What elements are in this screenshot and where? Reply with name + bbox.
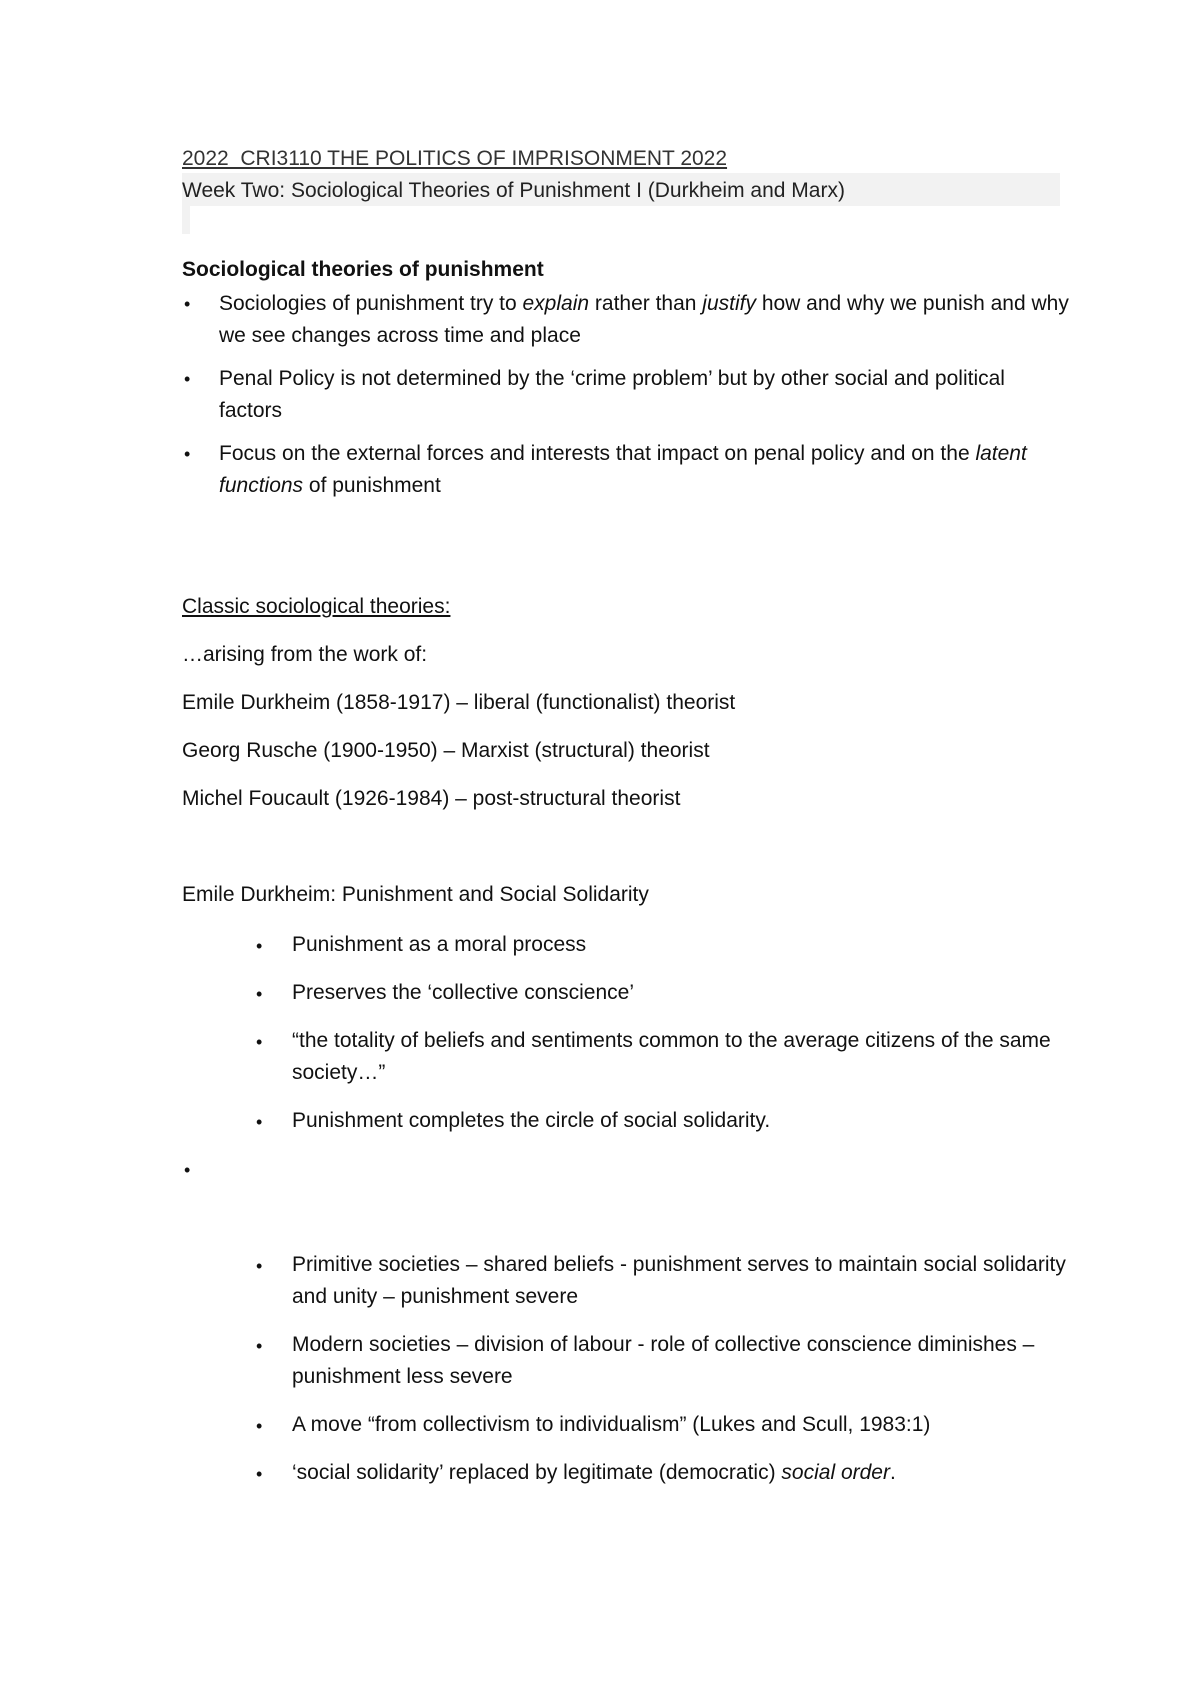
bullet-icon: • (256, 1112, 263, 1132)
theorist-rusche: Georg Rusche (1900-1950) – Marxist (structural) theorist (182, 739, 710, 762)
bullet-icon: • (256, 1032, 263, 1052)
list-item-text: Focus on the external forces and interests that impact on penal policy and on the latent functions of punishment (219, 442, 1027, 497)
course-title: 2022_CRI3110 THE POLITICS OF IMPRISONMENT 2022 (182, 147, 728, 170)
theorist-foucault: Michel Foucault (1926-1984) – post-structural theorist (182, 787, 681, 810)
bullet-icon: • (256, 1256, 263, 1276)
bullet-icon: • (184, 294, 191, 314)
bullet-icon: • (184, 1160, 191, 1180)
classic-theories-heading: Classic sociological theories: (182, 595, 451, 618)
list-item-text: Modern societies – division of labour - role of collective conscience diminishes – punishment less severe (292, 1333, 1035, 1388)
list-item-text: Penal Policy is not determined by the ‘crime problem’ but by other social and political factors (219, 367, 1005, 422)
bullet-icon: • (256, 984, 263, 1004)
bullet-icon: • (184, 369, 191, 389)
bullet-icon: • (256, 1336, 263, 1356)
durkheim-heading: Emile Durkheim: Punishment and Social Solidarity (182, 883, 649, 906)
bullet-icon: • (256, 936, 263, 956)
week-title-highlight-tail (182, 206, 190, 234)
list-item-text: Sociologies of punishment try to explain rather than justify how and why we punish and why we see changes across time and place (219, 292, 1069, 347)
list-item-text: “the totality of beliefs and sentiments common to the average citizens of the same society…” (292, 1029, 1051, 1084)
bullet-icon: • (256, 1416, 263, 1436)
list-item-text: Preserves the ‘collective conscience’ (292, 981, 634, 1004)
theorist-durkheim: Emile Durkheim (1858-1917) – liberal (functionalist) theorist (182, 691, 736, 714)
list-item-text: A move “from collectivism to individualism” (Lukes and Scull, 1983:1) (292, 1413, 931, 1436)
list-item-text: Primitive societies – shared beliefs - punishment serves to maintain social solidarity and unity – punishment severe (292, 1253, 1066, 1308)
list-item-text: ‘social solidarity’ replaced by legitimate (democratic) social order. (292, 1461, 896, 1484)
classic-theories-intro: …arising from the work of: (182, 643, 428, 666)
bullet-icon: • (184, 444, 191, 464)
list-item-text: Punishment as a moral process (292, 933, 587, 956)
bullet-icon: • (256, 1464, 263, 1484)
list-item-text: Punishment completes the circle of social solidarity. (292, 1109, 771, 1132)
week-title: Week Two: Sociological Theories of Punishment I (Durkheim and Marx) (182, 179, 845, 202)
section-heading: Sociological theories of punishment (182, 258, 544, 281)
